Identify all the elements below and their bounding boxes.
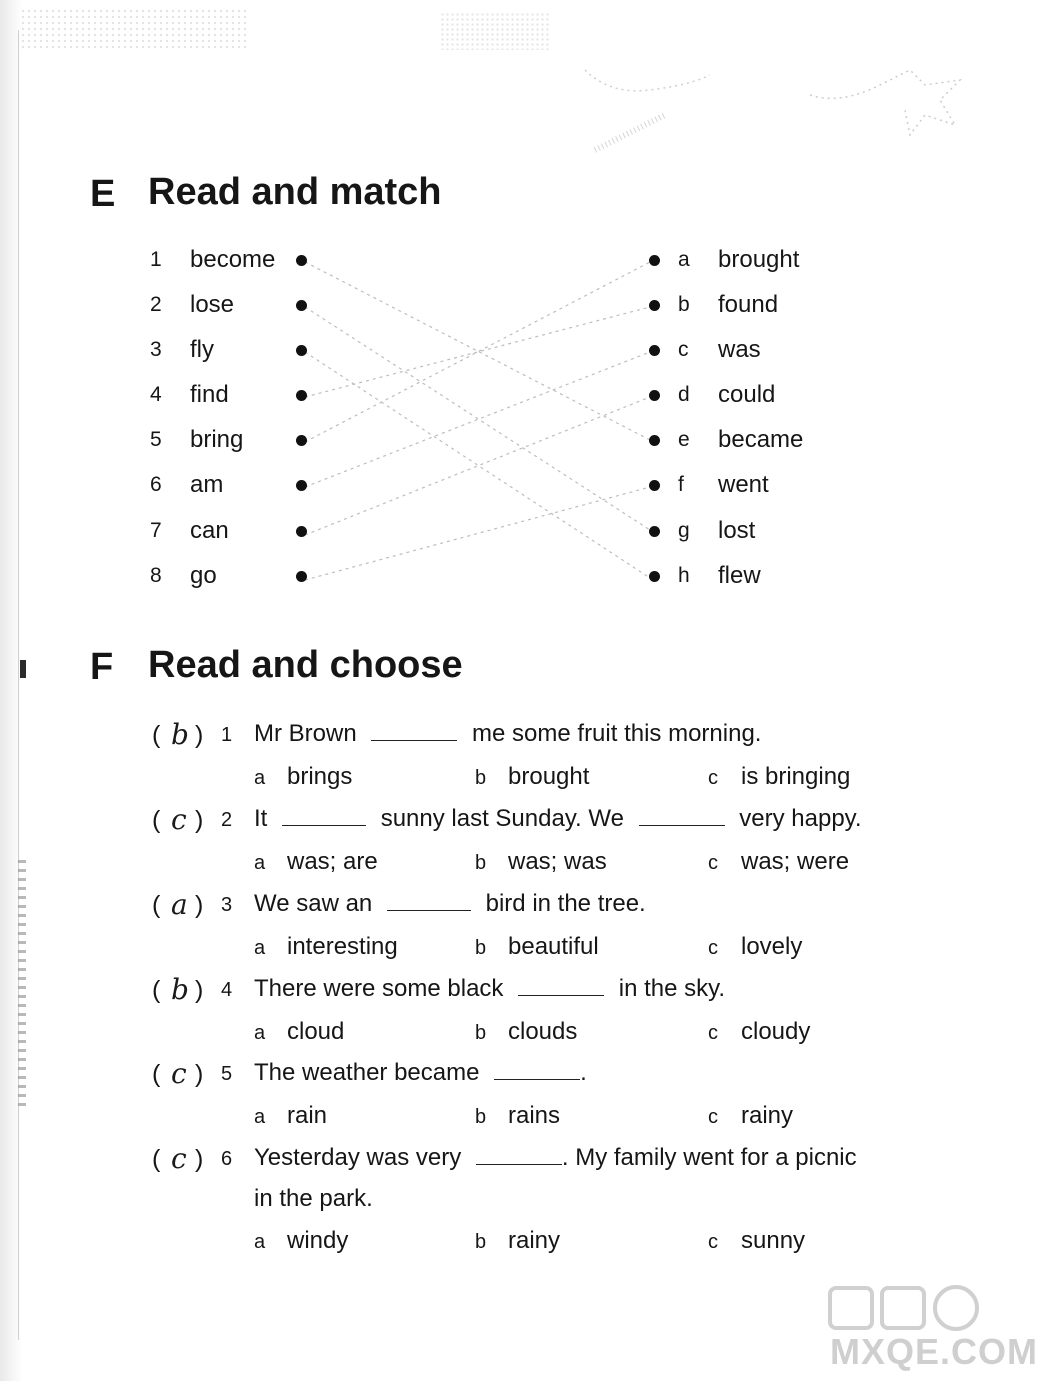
- question-text-part: It: [254, 805, 268, 832]
- match-right-letter: a: [678, 248, 690, 271]
- answer-paren-close: ): [195, 1145, 204, 1173]
- match-right-letter: c: [678, 338, 689, 361]
- question-number: 6: [221, 1148, 233, 1170]
- match-right-dot[interactable]: [649, 435, 660, 446]
- answer-handwritten[interactable]: a: [171, 888, 188, 921]
- answer-handwritten[interactable]: c: [171, 1057, 187, 1090]
- option-text: interesting: [287, 933, 398, 960]
- option-text: clouds: [508, 1018, 578, 1045]
- option-a[interactable]: [254, 1017, 344, 1048]
- binding-text-trace: [18, 860, 26, 1110]
- option-text: beautiful: [508, 933, 599, 960]
- answer-blank[interactable]: [371, 720, 457, 741]
- question-text-part: There were some black: [254, 975, 504, 1002]
- match-left-dot[interactable]: [296, 435, 307, 446]
- question-text: [254, 889, 646, 919]
- question-text: [254, 719, 761, 749]
- match-left-word: fly: [190, 336, 214, 363]
- option-text: rainy: [741, 1102, 794, 1129]
- option-letter: c: [708, 1231, 718, 1253]
- option-letter: c: [708, 852, 718, 874]
- question-number: 2: [221, 809, 233, 831]
- option-letter: a: [254, 1022, 266, 1044]
- match-left-number: 2: [150, 293, 162, 316]
- match-left-dot[interactable]: [296, 300, 307, 311]
- match-right-word: could: [718, 381, 776, 408]
- option-text: was; was: [508, 848, 607, 875]
- question-number: 1: [221, 724, 233, 746]
- match-left-number: 5: [150, 428, 162, 451]
- option-letter: b: [475, 767, 487, 789]
- option-c[interactable]: [708, 762, 850, 793]
- option-c[interactable]: [708, 1017, 810, 1048]
- watermark-logo-icon: [820, 1283, 990, 1333]
- match-right-letter: h: [678, 564, 690, 587]
- answer-handwritten[interactable]: c: [171, 803, 187, 836]
- question-text-part: .: [580, 1059, 587, 1086]
- match-right-letter: e: [678, 428, 690, 451]
- match-row: [0, 425, 1000, 455]
- answer-handwritten[interactable]: b: [171, 718, 189, 751]
- section-e-letter: E: [90, 173, 116, 215]
- match-left-word: find: [190, 381, 229, 408]
- question-text: [254, 1143, 857, 1173]
- option-letter: b: [475, 937, 487, 959]
- watermark-text: MXQE.COM: [830, 1331, 1038, 1372]
- match-left-word: can: [190, 517, 229, 544]
- answer-paren-open: (: [152, 976, 161, 1004]
- option-letter: c: [708, 1106, 718, 1128]
- question-number: 4: [221, 979, 233, 1001]
- match-row: [0, 290, 1000, 320]
- option-c[interactable]: [708, 1101, 793, 1132]
- match-right-word: brought: [718, 246, 800, 273]
- option-letter: a: [254, 937, 266, 959]
- answer-blank[interactable]: [518, 975, 604, 996]
- option-a[interactable]: [254, 932, 398, 963]
- question-text-part: We saw an: [254, 890, 373, 917]
- match-right-word: lost: [718, 517, 756, 544]
- question-text: [254, 1058, 587, 1088]
- question-text: [254, 804, 862, 834]
- option-letter: c: [708, 1022, 718, 1044]
- answer-blank[interactable]: [476, 1144, 562, 1165]
- answer-handwritten[interactable]: b: [171, 973, 189, 1006]
- answer-blank[interactable]: [639, 805, 725, 826]
- match-left-word: bring: [190, 426, 244, 453]
- match-left-dot[interactable]: [296, 345, 307, 356]
- option-text: cloud: [287, 1018, 345, 1045]
- match-row: [0, 380, 1000, 410]
- option-text: windy: [287, 1227, 349, 1254]
- option-a[interactable]: [254, 1226, 348, 1257]
- question-number: 3: [221, 894, 233, 916]
- answer-paren-close: ): [195, 891, 204, 919]
- match-left-number: 8: [150, 564, 162, 587]
- option-text: rainy: [508, 1227, 561, 1254]
- option-text: brought: [508, 763, 590, 790]
- site-watermark: [820, 1283, 1038, 1373]
- option-letter: b: [475, 1022, 487, 1044]
- option-letter: a: [254, 852, 266, 874]
- question-number: 5: [221, 1063, 233, 1085]
- question-text-part: Yesterday was very: [254, 1144, 462, 1171]
- match-left-word: am: [190, 471, 224, 498]
- option-b[interactable]: [475, 1226, 560, 1257]
- match-left-dot[interactable]: [296, 255, 307, 266]
- section-f-title: Read and choose: [148, 644, 463, 686]
- answer-paren-close: ): [195, 976, 204, 1004]
- match-left-dot[interactable]: [296, 390, 307, 401]
- question-text-part: bird in the tree.: [485, 890, 646, 917]
- option-letter: c: [708, 767, 718, 789]
- question-text-part: sunny last Sunday. We: [380, 805, 624, 832]
- match-right-dot[interactable]: [649, 300, 660, 311]
- match-row: [0, 516, 1000, 546]
- option-letter: c: [708, 937, 718, 959]
- match-right-letter: f: [678, 473, 684, 496]
- match-left-word: become: [190, 246, 276, 273]
- match-left-number: 6: [150, 473, 162, 496]
- option-a[interactable]: [254, 1101, 327, 1132]
- match-right-letter: b: [678, 293, 690, 316]
- question-text-part: Mr Brown: [254, 720, 357, 747]
- option-text: lovely: [741, 933, 803, 960]
- match-right-letter: g: [678, 519, 690, 542]
- option-letter: b: [475, 852, 487, 874]
- option-text: was; are: [287, 848, 378, 875]
- match-right-dot[interactable]: [649, 345, 660, 356]
- option-c[interactable]: [708, 847, 849, 878]
- option-b[interactable]: [475, 1017, 577, 1048]
- option-a[interactable]: [254, 847, 378, 878]
- option-text: cloudy: [741, 1018, 811, 1045]
- option-text: rains: [508, 1102, 561, 1129]
- question-text-continued: in the park.: [254, 1185, 373, 1212]
- answer-paren-open: (: [152, 721, 161, 749]
- match-left-dot[interactable]: [296, 571, 307, 582]
- answer-blank[interactable]: [494, 1059, 580, 1080]
- match-left-number: 1: [150, 248, 162, 271]
- option-text: rain: [287, 1102, 328, 1129]
- option-letter: a: [254, 767, 266, 789]
- answer-blank[interactable]: [387, 890, 471, 911]
- match-right-word: was: [718, 336, 761, 363]
- question-text-part: me some fruit this morning.: [472, 720, 762, 747]
- answer-paren-close: ): [195, 1060, 204, 1088]
- match-right-dot[interactable]: [649, 255, 660, 266]
- option-text: was; were: [741, 848, 850, 875]
- option-c[interactable]: [708, 932, 802, 963]
- question-text: [254, 974, 725, 1004]
- match-right-word: went: [718, 471, 769, 498]
- option-text: sunny: [741, 1227, 806, 1254]
- match-right-dot[interactable]: [649, 571, 660, 582]
- option-a[interactable]: [254, 762, 352, 793]
- binding-mark: [20, 660, 26, 678]
- match-row: [0, 245, 1000, 275]
- match-right-letter: d: [678, 383, 690, 406]
- question-text-part: . My family went for a picnic: [561, 1144, 857, 1171]
- option-letter: a: [254, 1106, 266, 1128]
- answer-paren-open: (: [152, 1060, 161, 1088]
- match-left-dot[interactable]: [296, 480, 307, 491]
- option-b[interactable]: [475, 847, 607, 878]
- match-right-word: found: [718, 291, 779, 318]
- option-letter: a: [254, 1231, 266, 1253]
- option-b[interactable]: [475, 932, 599, 963]
- answer-paren-open: (: [152, 1145, 161, 1173]
- match-row: [0, 470, 1000, 500]
- answer-paren-close: ): [195, 806, 204, 834]
- match-left-number: 4: [150, 383, 162, 406]
- answer-paren-open: (: [152, 891, 161, 919]
- option-b[interactable]: [475, 762, 589, 793]
- match-right-dot[interactable]: [649, 390, 660, 401]
- option-letter: b: [475, 1231, 487, 1253]
- section-e-title: Read and match: [148, 171, 442, 213]
- answer-handwritten[interactable]: c: [171, 1142, 187, 1175]
- answer-paren-close: ): [195, 721, 204, 749]
- option-text: brings: [287, 763, 353, 790]
- section-f-letter: F: [90, 646, 114, 688]
- answer-blank[interactable]: [282, 805, 366, 826]
- question-text-part: The weather became: [254, 1059, 480, 1086]
- question-text-part: in the sky.: [618, 975, 726, 1002]
- match-row: [0, 561, 1000, 591]
- match-right-word: flew: [718, 562, 761, 589]
- match-row: [0, 335, 1000, 365]
- match-right-word: became: [718, 426, 804, 453]
- match-left-number: 3: [150, 338, 162, 361]
- match-right-dot[interactable]: [649, 480, 660, 491]
- match-left-word: lose: [190, 291, 235, 318]
- match-left-word: go: [190, 562, 217, 589]
- option-text: is bringing: [741, 763, 851, 790]
- option-c[interactable]: [708, 1226, 805, 1257]
- option-b[interactable]: [475, 1101, 560, 1132]
- answer-paren-open: (: [152, 806, 161, 834]
- match-right-dot[interactable]: [649, 526, 660, 537]
- question-text-part: very happy.: [739, 805, 862, 832]
- match-left-dot[interactable]: [296, 526, 307, 537]
- option-letter: b: [475, 1106, 487, 1128]
- match-left-number: 7: [150, 519, 162, 542]
